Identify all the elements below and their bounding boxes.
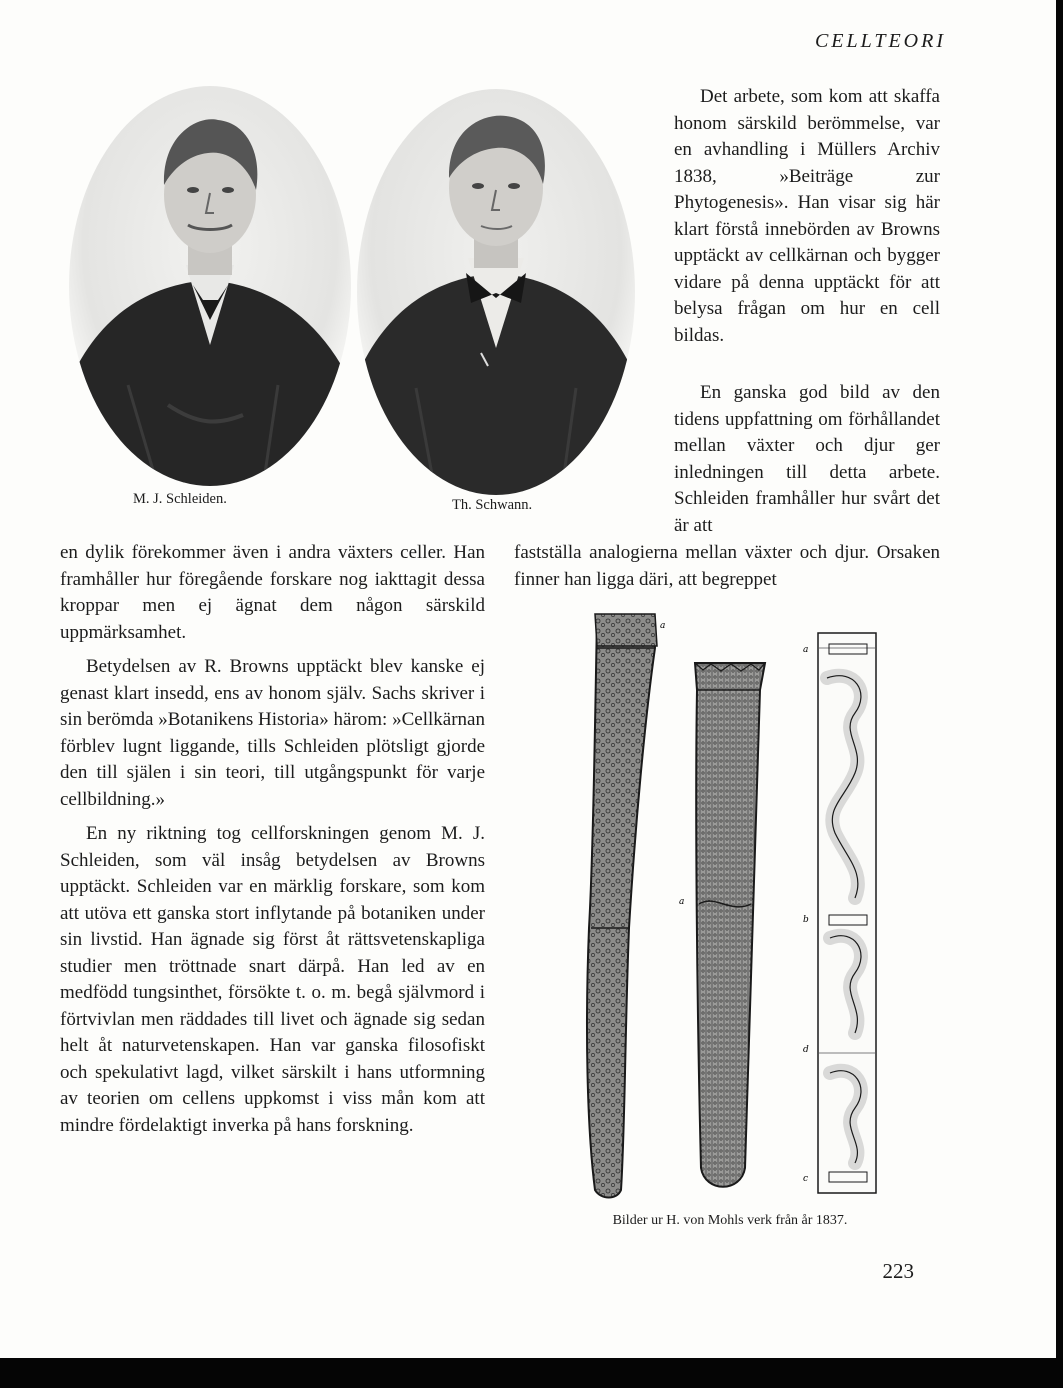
portrait-schleiden [68,85,352,487]
left-column-text [60,540,485,1139]
filament-left [587,614,657,1198]
figure-caption: Bilder ur H. von Mohls verk från år 1837. [612,1213,848,1228]
figure-label-a-right: a [803,645,809,655]
portrait-caption-schwann: Th. Schwann. [452,497,533,513]
portrait-caption-schleiden: M. J. Schleiden. [133,491,227,507]
running-head: CELLTEORI [814,30,946,52]
paragraph: En ny riktning tog cellforskningen genom M. J. Schleiden, som väl insåg betydelsen av Browns upptäckt. Schleiden var en märklig forskare, som kom att utöva ett ganska stort inflytande på botaniken under sin livstid. Han ägnade sig först åt rättsvetenskapliga studier men tröttnade snart därpå. Han led av en medfödd tungsinthet, försökte t. o. m. begå självmord i förtvivlan men räddades till livet och ägnade sig sedan helt åt naturvetenskapen. Han var ganska filosofiskt och spekulativt lagd, vilket särskilt i hans utformning av teorien om cellens uppkomst i viss mån kom att mindre fördelaktigt inverka på hans forskning. [60,823,485,1136]
paragraph: Betydelsen av R. Browns upptäckt blev kanske ej genast klart insedd, ens av honom själv. Sachs skriver i sin berömda »Botanikens Historia» härom: »Cellkärnan förblev lugnt liggande, tills Schleiden plötsligt gjorde den till själen i sin teori, till utgångspunkt för varje cellbildning.» [60,656,485,810]
paragraph-continuation: fastställa analogierna mellan växter och djur. Orsaken finner han ligga däri, att begreppet [514,542,940,590]
filament-right [818,633,876,1193]
page-number: 223 [882,1259,914,1283]
paragraph: En ganska god bild av den tidens uppfattning om förhållandet mellan växter och djur ger inledningen till detta arbete. Schleiden framhåller hur svårt det är att [674,382,940,536]
paragraph: en dylik förekommer även i andra växters celler. Han framhåller hur föregående forskare nog iakttagit dessa kroppar men ej ägnat dem någon särskild uppmärksamhet. [60,542,485,643]
figure-label-c: c [803,1174,809,1184]
figure-label-a-middle: a [679,897,685,907]
figure-label-b: b [803,915,809,925]
portrait-schwann [356,88,636,496]
figure-label-d: d [803,1045,809,1055]
right-column-wide-text [514,540,940,593]
right-column-text-2 [674,380,940,539]
figure-label-a: a [660,621,666,631]
filament-middle [695,663,765,1187]
paragraph: Det arbete, som kom att skaffa honom särskild berömmelse, var en avhandling i Müllers Archiv 1838, »Beiträge zur Phytogenesis». Han visar sig här klart förstå innebörden av Browns upptäckt av cellkärnan och bygger vidare på denna upptäckt för att belysa frågan om hur en cell bildas. [674,86,940,346]
scan-border-right [1056,0,1063,1358]
mohl-cell-figure [555,608,905,1208]
right-column-text [674,84,940,349]
scan-border-bottom [0,1358,1063,1388]
